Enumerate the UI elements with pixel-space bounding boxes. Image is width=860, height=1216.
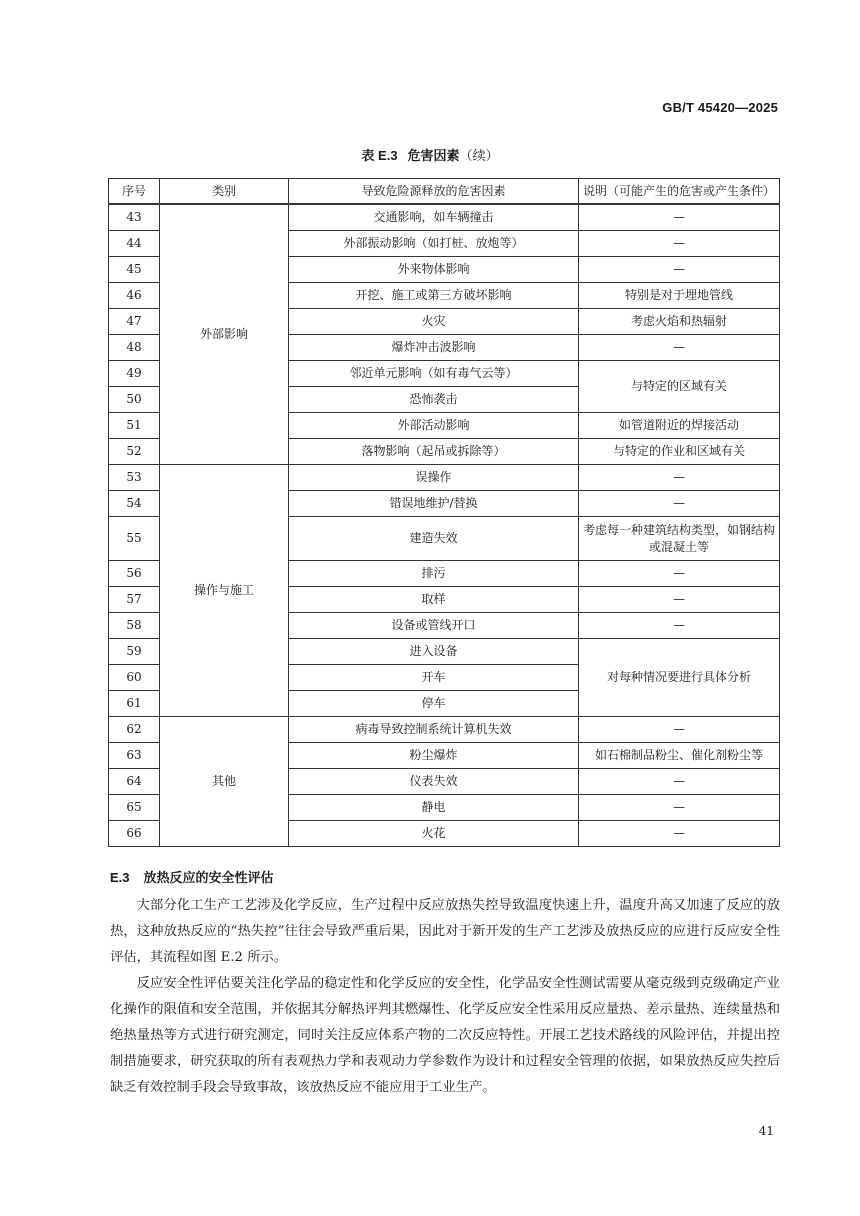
hazard-factor: 误操作 [289, 465, 579, 491]
hazard-factor: 仪表失效 [289, 769, 579, 795]
hazard-factor: 火花 [289, 821, 579, 847]
hazard-note: 考虑每一种建筑结构类型，如钢结构或混凝土等 [579, 517, 780, 561]
hazard-note: 与特定的作业和区域有关 [579, 439, 780, 465]
hazard-note: 对每种情况要进行具体分析 [579, 639, 780, 717]
hazard-note: 如管道附近的焊接活动 [579, 413, 780, 439]
row-number: 48 [109, 335, 160, 361]
row-number: 57 [109, 587, 160, 613]
paragraph: 大部分化工生产工艺涉及化学反应，生产过程中反应放热失控导致温度快速上升，温度升高又加速了反应的放热，这种放热反应的“热失控”往往会导致严重后果，因此对于新开发的生产工艺涉及放热反应的应进行反应安全性评估，其流程如图 E.2 所示。 [110, 898, 780, 965]
hazard-factor: 邻近单元影响（如有毒气云等） [289, 361, 579, 387]
hazard-note: — [579, 795, 780, 821]
row-number: 49 [109, 361, 160, 387]
row-number: 65 [109, 795, 160, 821]
hazard-note: — [579, 335, 780, 361]
hazard-note: — [579, 717, 780, 743]
row-number: 60 [109, 665, 160, 691]
section-heading [110, 867, 274, 886]
category-cell-other: 其他 [160, 717, 289, 847]
section-body [110, 893, 780, 1101]
table-number: 表 E.3 [361, 148, 398, 163]
page-number: 41 [758, 1124, 774, 1138]
hazard-note: 与特定的区域有关 [579, 361, 780, 413]
row-number: 66 [109, 821, 160, 847]
row-number: 45 [109, 257, 160, 283]
hazard-factor: 粉尘爆炸 [289, 743, 579, 769]
column-header-factor: 导致危险源释放的危害因素 [289, 179, 579, 205]
column-header-category: 类别 [160, 179, 289, 205]
section-title: 放热反应的安全性评估 [143, 870, 274, 885]
hazard-note: — [579, 769, 780, 795]
table-title: 危害因素 [407, 148, 460, 163]
row-number: 58 [109, 613, 160, 639]
hazard-factor: 开挖、施工或第三方破坏影响 [289, 283, 579, 309]
table-continued-label: （续） [459, 149, 499, 164]
row-number: 46 [109, 283, 160, 309]
hazard-factor: 停车 [289, 691, 579, 717]
table-header-row [109, 179, 780, 205]
row-number: 63 [109, 743, 160, 769]
hazard-factor: 外部振动影响（如打桩、放炮等） [289, 231, 579, 257]
row-number: 47 [109, 309, 160, 335]
hazard-factor: 恐怖袭击 [289, 387, 579, 413]
row-number: 44 [109, 231, 160, 257]
column-header-number: 序号 [109, 179, 160, 205]
hazard-note: — [579, 231, 780, 257]
category-cell-external: 外部影响 [160, 204, 289, 465]
category-cell-operation: 操作与施工 [160, 465, 289, 717]
hazard-factor: 进入设备 [289, 639, 579, 665]
hazard-factor: 落物影响（起吊或拆除等） [289, 439, 579, 465]
row-number: 50 [109, 387, 160, 413]
hazard-factor: 外来物体影响 [289, 257, 579, 283]
hazard-factor: 病毒导致控制系统计算机失效 [289, 717, 579, 743]
row-number: 52 [109, 439, 160, 465]
hazard-factor: 错误地维护/替换 [289, 491, 579, 517]
table-caption [0, 145, 860, 164]
table-row [109, 204, 780, 231]
row-number: 56 [109, 561, 160, 587]
row-number: 64 [109, 769, 160, 795]
row-number: 43 [109, 204, 160, 231]
hazard-factor: 交通影响，如车辆撞击 [289, 204, 579, 231]
hazard-note: 特别是对于埋地管线 [579, 283, 780, 309]
row-number: 54 [109, 491, 160, 517]
hazard-factor: 爆炸冲击波影响 [289, 335, 579, 361]
hazard-note: — [579, 257, 780, 283]
standard-code: GB/T 45420—2025 [662, 100, 778, 115]
hazard-note: — [579, 613, 780, 639]
hazard-factor: 静电 [289, 795, 579, 821]
hazard-factors-table [108, 178, 780, 847]
hazard-note: 如石棉制品粉尘、催化剂粉尘等 [579, 743, 780, 769]
hazard-note: — [579, 821, 780, 847]
row-number: 62 [109, 717, 160, 743]
hazard-note: — [579, 587, 780, 613]
hazard-note: — [579, 204, 780, 231]
row-number: 61 [109, 691, 160, 717]
hazard-note: 考虑火焰和热辐射 [579, 309, 780, 335]
hazard-factor: 取样 [289, 587, 579, 613]
table-row [109, 465, 780, 491]
row-number: 59 [109, 639, 160, 665]
row-number: 53 [109, 465, 160, 491]
hazard-note: — [579, 465, 780, 491]
hazard-note: — [579, 561, 780, 587]
hazard-factor: 排污 [289, 561, 579, 587]
row-number: 55 [109, 517, 160, 561]
hazard-factor: 外部活动影响 [289, 413, 579, 439]
hazard-factor: 火灾 [289, 309, 579, 335]
paragraph: 反应安全性评估要关注化学品的稳定性和化学反应的安全性，化学品安全性测试需要从毫克级到克级确定产业化操作的限值和安全范围，并依据其分解热评判其燃爆性、化学反应安全性采用反应量热、差示量热、连续量热和绝热量热等方式进行研究测定，同时关注反应体系产物的二次反应特性。开展工艺技术路线的风险评估，并提出控制措施要求，研究获取的所有表观热力学和表观动力学参数作为设计和过程安全管理的依据，如果放热反应失控后缺乏有效控制手段会导致事故，该放热反应不能应用于工业生产。 [110, 976, 780, 1095]
hazard-factor: 开车 [289, 665, 579, 691]
hazard-note: — [579, 491, 780, 517]
column-header-note: 说明（可能产生的危害或产生条件） [579, 179, 780, 205]
section-number: E.3 [110, 870, 130, 885]
table-row [109, 717, 780, 743]
hazard-factor: 建造失效 [289, 517, 579, 561]
hazard-factor: 设备或管线开口 [289, 613, 579, 639]
row-number: 51 [109, 413, 160, 439]
